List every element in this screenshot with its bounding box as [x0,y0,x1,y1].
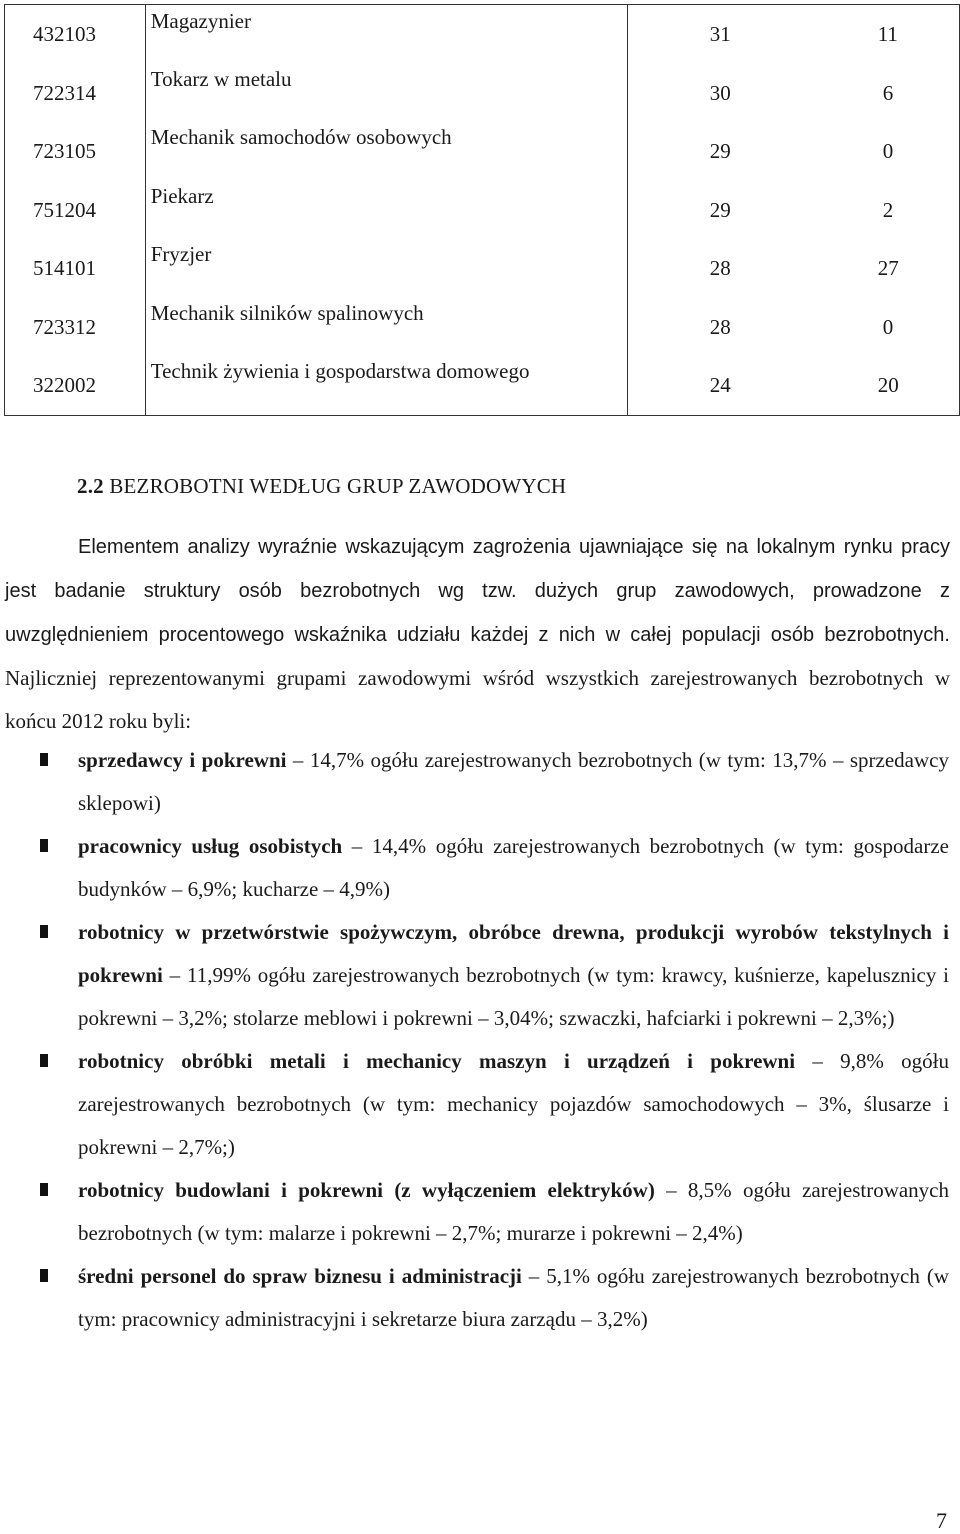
list-item-text: – 9,8% ogółu zarejestrowanych bezrobotnych (w tym: mechanicy pojazdów samochodowych – 3%, ślusarze i pokrewni – 2,7%;) [78,1049,949,1159]
page-number: 7 [936,1508,947,1533]
table-row-value-2: 0 [882,139,894,163]
table-row-value-1: 29 [709,139,731,163]
table-row-code: 722314 [33,81,96,105]
table-row-occupation: Piekarz [150,184,214,208]
list-item-title: średni personel do spraw biznesu i administracji [78,1264,522,1288]
list-item-text: – 14,4% ogółu zarejestrowanych bezrobotnych (w tym: gospodarze budynków – 6,9%; kucharze – 4,9%) [78,834,949,901]
table-row-code: 322002 [33,373,96,397]
table-row-occupation: Mechanik silników spalinowych [150,301,424,325]
list-item-text: – 5,1% ogółu zarejestrowanych bezrobotnych (w tym: pracownicy administracyjni i sekretarze biura zarządu – 3,2%) [78,1264,949,1331]
list-item-text: – 11,99% ogółu zarejestrowanych bezrobotnych (w tym: krawcy, kuśnierze, kapelusznicy i pokrewni – 3,2%; stolarze meblowi i pokrewni – 3,04%; szwaczki, hafciarki i pokrewni – 2,3%;) [78,963,949,1030]
list-item [0,1169,960,1255]
occupation-groups-list [0,739,960,1341]
list-item-title: robotnicy budowlani i pokrewni (z wyłączeniem elektryków) [78,1178,655,1202]
codes-column [5,5,146,416]
table-row-occupation: Magazynier [150,9,251,33]
table-row-value-1: 30 [709,81,731,105]
list-item-title: robotnicy obróbki metali i mechanicy maszyn i urządzeń i pokrewni [78,1049,796,1073]
table-row-code: 723105 [33,139,96,163]
table-row-value-2: 2 [882,198,894,222]
table-row-code: 514101 [33,256,96,280]
paragraph-part-1: Elementem analizy wyraźnie wskazującym zagrożenia ujawniające się na lokalnym rynku pracy jest badanie struktury osób bezrobotnych wg tzw. dużych grup zawodowych, prowadzone z uwzględnieniem procentowego wskaźnika udziału każdej z nich w całej populacji osób bezrobotnych. [5,536,950,646]
table-row-value-1: 28 [709,315,731,339]
table-row-value-2: 27 [877,256,899,280]
section-number: 2.2 [77,474,104,498]
table-row-value-2: 6 [882,81,894,105]
list-item [0,825,960,911]
list-item [0,911,960,1040]
table-row-occupation: Fryzjer [150,242,212,266]
table-row-value-1: 29 [709,198,731,222]
list-item-title: sprzedawcy i pokrewni [78,748,287,772]
occupation-column [145,5,627,416]
list-item-title: robotnicy w przetwórstwie spożywczym, obróbce drewna, produkcji wyrobów tekstylnych i pokrewni [78,920,949,987]
square-bullet-icon [40,1054,48,1067]
section-title: BEZROBOTNI WEDŁUG GRUP ZAWODOWYCH [109,474,567,498]
list-item-text: – 8,5% ogółu zarejestrowanych bezrobotnych (w tym: malarze i pokrewni – 2,7%; murarze i pokrewni – 2,4%) [78,1178,950,1245]
table-row-value-2: 0 [882,315,894,339]
table-row-code: 751204 [33,198,96,222]
occupations-table [4,4,960,416]
table-row-occupation: Technik żywienia i gospodarstwa domowego [150,359,530,383]
section-heading [77,474,566,499]
table-row-code: 723312 [33,315,96,339]
table-row-occupation: Tokarz w metalu [150,67,292,91]
table-row-code: 432103 [33,22,96,46]
table-row-value-2: 11 [877,22,898,46]
list-item [0,739,960,825]
list-item-title: pracownicy usług osobistych [78,834,343,858]
table-row-value-1: 24 [709,373,731,397]
intro-paragraph [5,525,950,743]
square-bullet-icon [40,1183,48,1196]
list-item-text: – 14,7% ogółu zarejestrowanych bezrobotnych (w tym: 13,7% – sprzedawcy sklepowi) [78,748,949,815]
square-bullet-icon [40,753,48,766]
table-row-value-1: 28 [709,256,731,280]
table-row-value-1: 31 [709,22,731,46]
values-column [627,5,959,416]
square-bullet-icon [40,839,48,852]
table-row-value-2: 20 [877,373,899,397]
list-item [0,1255,960,1341]
square-bullet-icon [40,1269,48,1282]
table-row-occupation: Mechanik samochodów osobowych [150,125,452,149]
square-bullet-icon [40,925,48,938]
list-item [0,1040,960,1169]
paragraph-part-2: Najliczniej reprezentowanymi grupami zawodowymi wśród wszystkich zarejestrowanych bezrobotnych w końcu 2012 roku byli: [5,666,950,733]
